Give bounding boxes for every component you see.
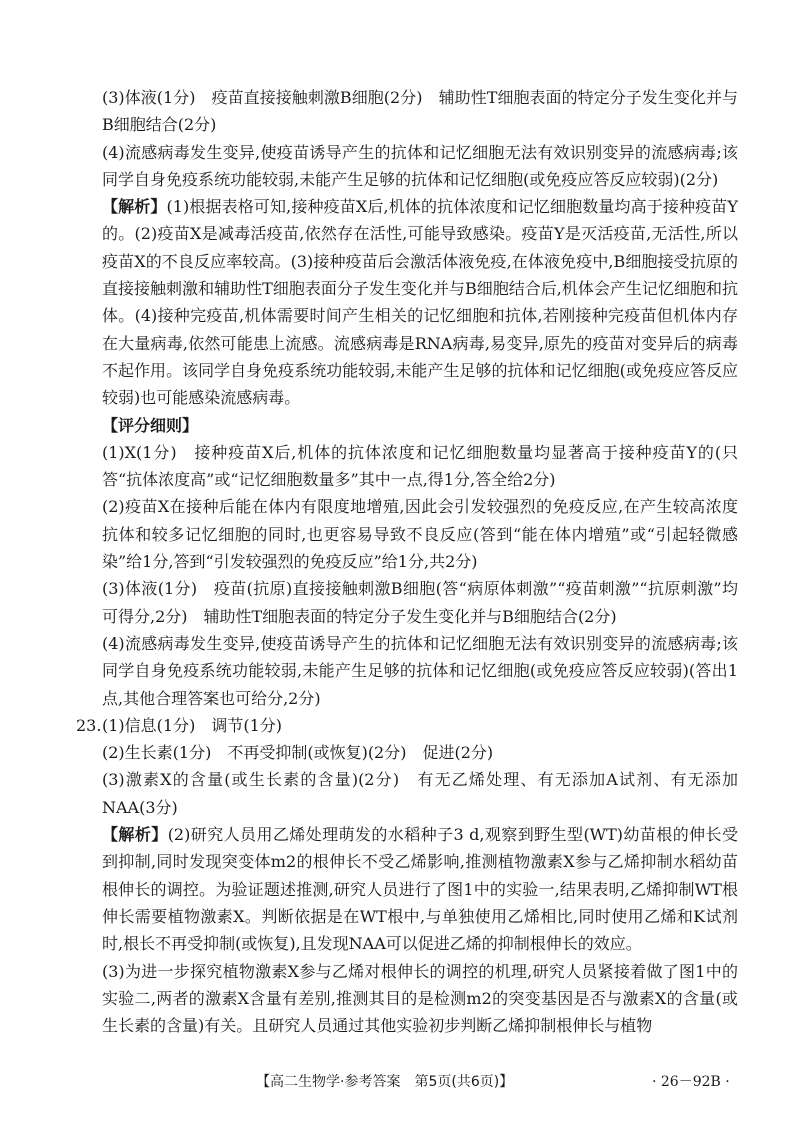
analysis-text: (1)根据表格可知,接种疫苗X后,机体的抗体浓度和记忆细胞数量均高于接种疫苗Y的。(2)疫苗X是减毒活疫苗,依然存在活性,可能导致感染。疫苗Y是灭活疫苗,无活性,所以疫苗X的不良反应率较高。(3)接种疫苗后会激活体液免疫,在体液免疫中,B细胞接受抗原的直接接触刺激和辅助性T细胞表面分子发生变化并与B细胞结合后,机体会产生记忆细胞和抗体。(4)接种完疫苗,机体需要时间产生相关的记忆细胞和抗体,若刚接种完疫苗但机体内存在大量病毒,依然可能患上流感。流感病毒是RNA病毒,易变异,原先的疫苗对变异后的病毒不起作用。该同学自身免疫系统功能较弱,未能产生足够的抗体和记忆细胞(或免疫应答反应较弱)也可能感染流感病毒。 [102, 197, 738, 408]
analysis-q23-2: (2)研究人员用乙烯处理萌发的水稻种子3 d,观察到野生型(WT)幼苗根的伸长受到抑制,同时发现突变体m2的根伸长不受乙烯影响,推测植物激素X参与乙烯抑制水稻幼苗根伸长的调控。为验证题述推测,研究人员进行了图1中的实验一,结果表明,乙烯抑制WT根伸长需要植物激素X。判断依据是在WT根中,与单独使用乙烯相比,同时使用乙烯和K试剂时,根长不再受抑制(或恢复),且发现NAA可以促进乙烯的抑制根伸长的效应。 [102, 825, 738, 954]
scoring-heading [102, 412, 738, 439]
footer-code: · 26－92B · [652, 1074, 730, 1090]
analysis-block-q22 [102, 193, 738, 411]
scoring-item-4: (4)流感病毒发生变异,使疫苗诱导产生的抗体和记忆细胞无法有效识别变异的流感病毒;该同学自身免疫系统功能较弱,未能产生足够的抗体和记忆细胞(或免疫应答反应较弱)(答出1点,其他合理答案也可给分,2分) [102, 633, 738, 708]
analysis-label: 【解析】 [102, 825, 168, 845]
scoring-label: 【评分细则】 [102, 415, 199, 435]
answer-q23-3: (3)激素X的含量(或生长素的含量)(2分) 有无乙烯处理、有无添加A试剂、有无添加NAA(3分) [102, 770, 738, 817]
analysis-block-q23 [102, 821, 738, 957]
footer-title: 【高二生物学·参考答案 第5页(共6页)】 [256, 1074, 514, 1090]
question-number: 23. [76, 715, 102, 735]
answer-q23-1 [76, 712, 738, 739]
answer-content [76, 84, 738, 1039]
answer-q23-1-text: (1)信息(1分) 调节(1分) [102, 715, 282, 735]
answer-q22-3: (3)体液(1分) 疫苗直接接触刺激B细胞(2分) 辅助性T细胞表面的特定分子发生变化并与B细胞结合(2分) [102, 88, 738, 135]
analysis-label: 【解析】 [102, 197, 167, 217]
scoring-item-3: (3)体液(1分) 疫苗(抗原)直接接触刺激B细胞(答“病原体刺激”“疫苗刺激”“抗原刺激”均可得分,2分) 辅助性T细胞表面的特定分子发生变化并与B细胞结合(2分) [102, 579, 738, 626]
answer-q22-4: (4)流感病毒发生变异,使疫苗诱导产生的抗体和记忆细胞无法有效识别变异的流感病毒;该同学自身免疫系统功能较弱,未能产生足够的抗体和记忆细胞(或免疫应答反应较弱)(2分) [102, 142, 738, 189]
scoring-item-2: (2)疫苗X在接种后能在体内有限度地增殖,因此会引发较强烈的免疫反应,在产生较高浓度抗体和较多记忆细胞的同时,也更容易导致不良反应(答到“能在体内增殖”或“引起轻微感染”给1分,答到“引发较强烈的免疫反应”给1分,共2分) [102, 497, 738, 572]
answer-q23-2: (2)生长素(1分) 不再受抑制(或恢复)(2分) 促进(2分) [102, 743, 494, 763]
scoring-item-1: (1)X(1分) 接种疫苗X后,机体的抗体浓度和记忆细胞数量均显著高于接种疫苗Y的(只答“抗体浓度高”或“记忆细胞数量多”其中一点,得1分,答全给2分) [102, 442, 738, 490]
page-footer [0, 1071, 800, 1095]
analysis-q23-3: (3)为进一步探究植物激素X参与乙烯对根伸长的调控的机理,研究人员紧接着做了图1中的实验二,两者的激素X含量有差别,推测其目的是检测m2的突变基因是否与激素X的含量(或生长素的含量)有关。且研究人员通过其他实验初步判断乙烯抑制根伸长与植物 [102, 961, 738, 1036]
